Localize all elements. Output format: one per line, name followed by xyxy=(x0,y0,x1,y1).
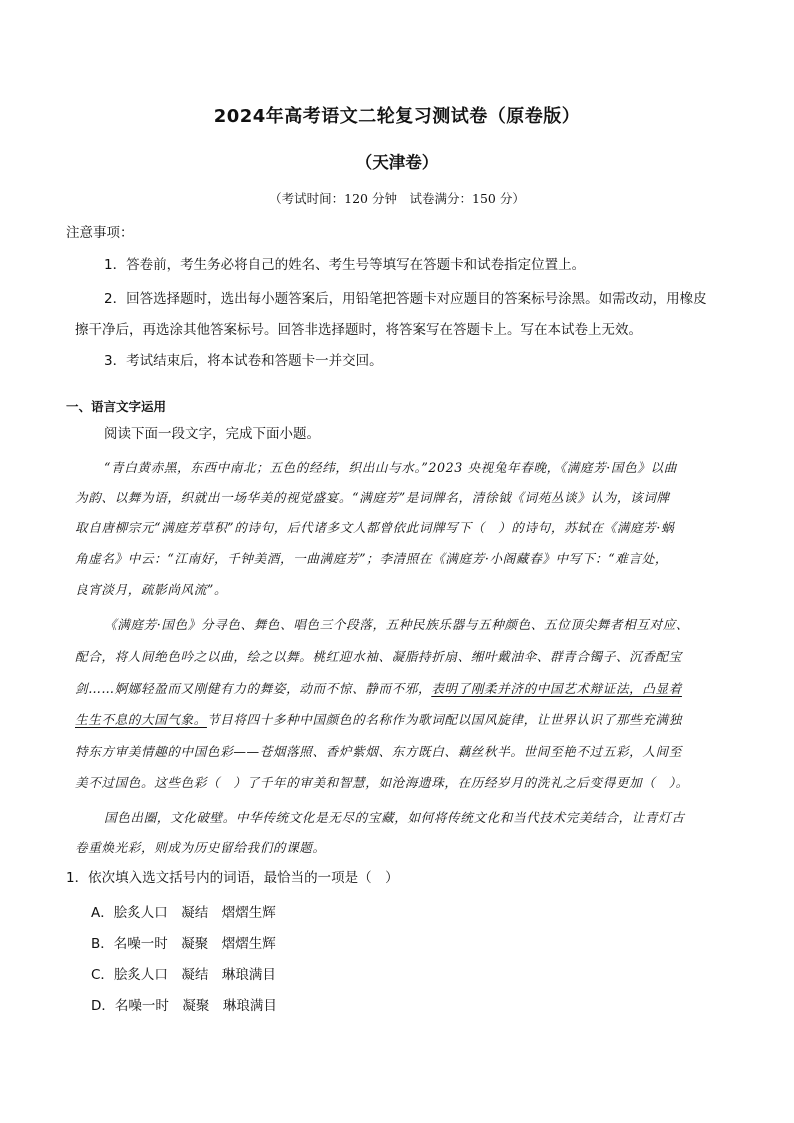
exam-title: 2024年高考语文二轮复习测试卷（原卷版） xyxy=(213,106,581,127)
option-label: A． xyxy=(91,905,114,921)
passage-line: 美不过国色。这些色彩（ ）了千年的审美和智慧，如沧海遗珠，在历经岁月的洗礼之后变得更加（ ）。 xyxy=(75,775,689,790)
section-instruction: 阅读下面一段文字，完成下面小题。 xyxy=(104,426,320,442)
option-d xyxy=(91,994,277,1014)
passage-text: 节目将四十多种中国颜色的名称作为歌词配以国风旋律，让世界认识了那些充满独 xyxy=(206,712,682,727)
option-label: B． xyxy=(91,936,114,952)
passage-line: “青白黄赤黑，东西中南北；五色的经纬，织出山与水。”2023 央视兔年春晚，《满庭芳·国色》以曲 xyxy=(104,460,677,475)
option-text: 脍炙人口 凝结 琳琅满目 xyxy=(113,967,276,983)
option-label: C． xyxy=(91,967,114,983)
exam-subtitle: （天津卷） xyxy=(355,153,439,172)
option-a xyxy=(91,901,276,921)
passage-line: 配合，将人间绝色吟之以曲，绘之以舞。桃红迎水袖、凝脂持折扇、缃叶戴油伞、群青合镯子、沉香配宝 xyxy=(75,649,682,664)
section-heading: 一、语言文字运用 xyxy=(66,399,167,414)
passage-line: 角虚名》中云：“江南好，千钟美酒，一曲满庭芳”；李清照在《满庭芳·小阁藏春》中写下：“难言处， xyxy=(75,551,669,566)
option-text: 名噪一时 凝聚 熠熠生辉 xyxy=(113,936,276,952)
passage-line: 国色出圈，文化破壁。中华传统文化是无尽的宝藏，如何将传统文化和当代技术完美结合，让青灯古 xyxy=(104,810,685,825)
notice-item: 1．答卷前，考生务必将自己的姓名、考生号等填写在答题卡和试卷指定位置上。 xyxy=(104,257,586,273)
passage-line: 良宵淡月，疏影尚风流”。 xyxy=(75,582,228,597)
option-text: 脍炙人口 凝结 熠熠生辉 xyxy=(113,905,276,921)
passage-line: 为韵、以舞为语，织就出一场华美的视觉盛宴。“满庭芳”是词牌名，清徐钺《词苑丛谈》认为，该词牌 xyxy=(75,490,670,505)
notice-heading: 注意事项： xyxy=(66,225,134,241)
passage-line: 取自唐柳宗元“满庭芳草积”的诗句，后代诸多文人都曾依此词牌写下（ ）的诗句，苏轼在《满庭芳·蜗 xyxy=(75,520,675,535)
notice-item: 2．回答选择题时，选出每小题答案后，用铅笔把答题卡对应题目的答案标号涂黑。如需改动，用橡皮 xyxy=(104,291,707,307)
option-c xyxy=(91,963,276,983)
question-stem: 1．依次填入选文括号内的词语，最恰当的一项是（ ） xyxy=(66,870,399,886)
passage-line xyxy=(75,678,682,697)
option-text: 名噪一时 凝聚 琳琅满目 xyxy=(114,998,277,1014)
passage-line: 卷重焕光彩，则成为历史留给我们的课题。 xyxy=(75,840,326,855)
underlined-sentence: 生生不息的大国气象。 xyxy=(75,712,207,727)
passage-text: 剑……婀娜轻盈而又刚健有力的舞姿，动而不惊、静而不邪， xyxy=(75,681,432,696)
option-label: D． xyxy=(91,998,115,1014)
option-b xyxy=(91,932,276,952)
underlined-sentence: 表明了刚柔并济的中国艺术辩证法，凸显着 xyxy=(431,681,682,696)
passage-line: 特东方审美情趣的中国色彩——苍烟落照、香炉紫烟、东方既白、藕丝秋半。世间至艳不过五彩，人间至 xyxy=(75,744,682,759)
passage-line: 《满庭芳·国色》分寻色、舞色、唱色三个段落，五种民族乐器与五种颜色、五位顶尖舞者相互对应、 xyxy=(104,617,690,632)
notice-item-continued: 擦干净后，再选涂其他答案标号。回答非选择题时，将答案写在答题卡上。写在本试卷上无效。 xyxy=(75,322,642,338)
passage-line xyxy=(75,709,682,728)
notice-item: 3．考试结束后，将本试卷和答题卡一并交回。 xyxy=(104,353,383,369)
exam-info: （考试时间：120 分钟 试卷满分：150 分） xyxy=(269,191,525,206)
